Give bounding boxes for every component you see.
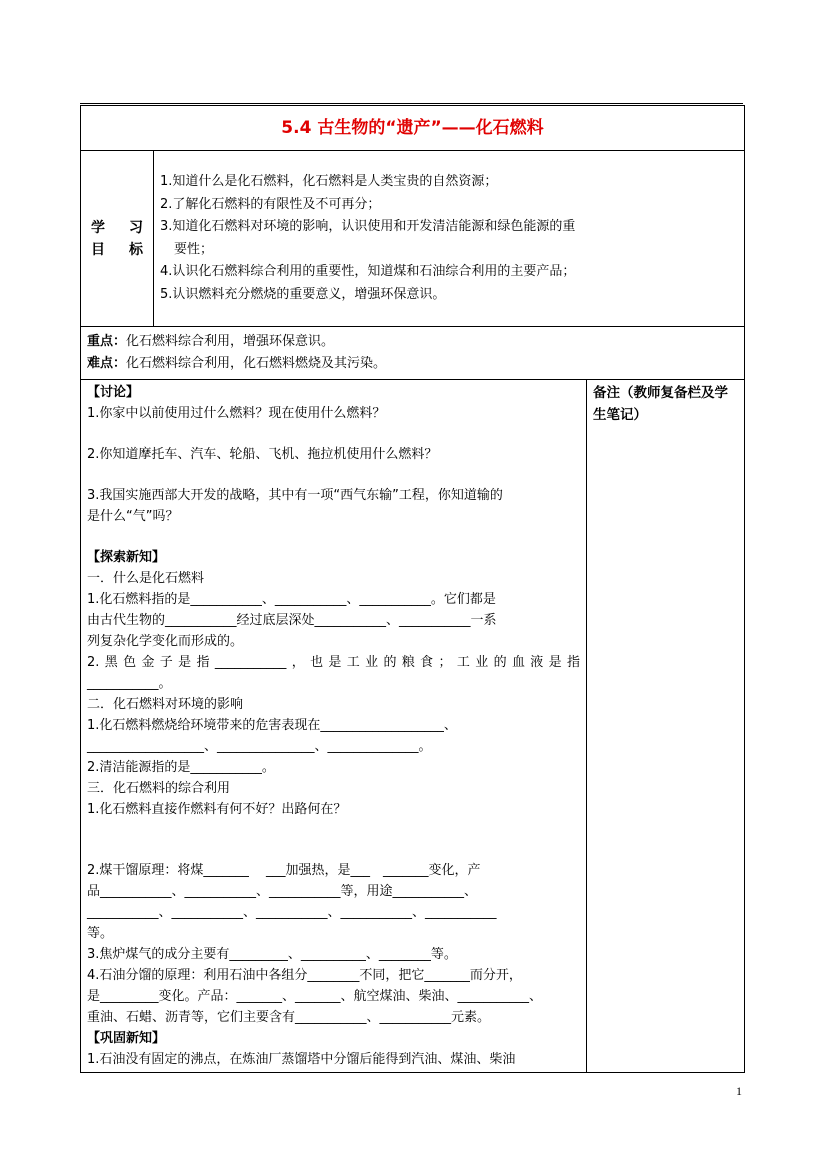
fill-line: 2.黑色金子是指___________，也是工业的粮食；工业的血液是指 — [87, 655, 580, 670]
objective-item: 2.了解化石燃料的有限性及不可再分； — [160, 196, 381, 212]
objective-item: 5.认识燃料充分燃烧的重要意义，增强环保意识。 — [160, 286, 446, 302]
fill-line: 1.化石燃料指的是___________、___________、___________。它们都是 — [87, 592, 496, 607]
objective-item: 要性； — [174, 241, 214, 257]
key-point-label: 重点： — [87, 334, 127, 349]
label-char: 标 — [129, 241, 143, 258]
header-rule — [80, 103, 743, 104]
objective-item: 1.知道什么是化石燃料，化石燃料是人类宝贵的自然资源； — [160, 174, 498, 189]
label-char: 学 — [91, 219, 105, 236]
subsection-heading: 二．化石燃料对环境的影响 — [87, 697, 244, 712]
question: 1.你家中以前使用过什么燃料？现在使用什么燃料？ — [87, 406, 386, 421]
fill-line: 等。 — [87, 926, 114, 941]
difficulty-label: 难点： — [87, 356, 127, 371]
main-content — [81, 380, 587, 1073]
difficulty-text: 化石燃料综合利用，化石燃料燃烧及其污染。 — [126, 356, 387, 371]
objectives-list — [154, 151, 745, 327]
objectives-label — [81, 151, 154, 327]
notes-column — [587, 380, 745, 1073]
fill-line: 3.焦炉煤气的成分主要有_________、__________、________等。 — [87, 947, 457, 962]
title-cell — [81, 106, 745, 151]
fill-line: 由古代生物的___________经过底层深处___________、___________一系 — [87, 613, 497, 628]
section-heading: 【探索新知】 — [87, 550, 166, 565]
key-points — [81, 327, 745, 380]
label-char: 目 — [91, 241, 105, 258]
key-point-text: 化石燃料综合利用，增强环保意识。 — [126, 334, 335, 349]
question: 3.我国实施西部大开发的战略，其中有一项“西气东输”工程，你知道输的 — [87, 488, 503, 503]
fill-line: ___________。 — [87, 676, 172, 691]
objective-item: 3.知道化石燃料对环境的影响，认识使用和开发清洁能源和绿色能源的重 — [160, 219, 576, 234]
section-heading: 【讨论】 — [87, 385, 140, 400]
question: 2.你知道摩托车、汽车、轮船、飞机、拖拉机使用什么燃料？ — [87, 447, 438, 462]
exercise: 1.石油没有固定的沸点，在炼油厂蒸馏塔中分馏后能得到汽油、煤油、柴油 — [87, 1052, 516, 1067]
fill-line: 是_________变化。产品：_______、_______、航空煤油、柴油、___________、 — [87, 989, 543, 1004]
fill-line: ___________、___________、___________、___________、___________ — [87, 905, 497, 920]
fill-line: 1.化石燃料燃烧给环境带来的危害表现在___________________、 — [87, 718, 457, 733]
page-number: 1 — [736, 1084, 742, 1098]
subsection-heading: 三．化石燃料的综合利用 — [87, 781, 231, 796]
question: 1.化石燃料直接作燃料有何不好？出路何在？ — [87, 802, 347, 817]
fill-line: __________________、_______________、______________。 — [87, 739, 432, 754]
lesson-table — [80, 105, 745, 1073]
question: 是什么“气”吗？ — [87, 509, 179, 524]
objective-item: 4.认识化石燃料综合利用的重要性，知道煤和石油综合利用的主要产品； — [160, 264, 576, 279]
label-char: 习 — [129, 219, 143, 236]
fill-line: 2.清洁能源指的是___________。 — [87, 760, 275, 775]
fill-line: 4.石油分馏的原理：利用石油中各组分________不同，把它_______而分开， — [87, 968, 522, 983]
fill-line: 品___________、___________、___________等，用途___________、 — [87, 884, 478, 899]
subsection-heading: 一．什么是化石燃料 — [87, 571, 205, 586]
fill-line: 重油、石蜡、沥青等，它们主要含有___________、___________元素。 — [87, 1010, 491, 1025]
page-title: 5.4 古生物的“遗产”——化石燃料 — [281, 118, 544, 138]
section-heading: 【巩固新知】 — [87, 1031, 166, 1046]
fill-line: 2.煤干馏原理：将煤_______ ___加强热，是___ _______变化，产 — [87, 863, 481, 878]
notes-heading: 备注（教师复备栏及学生笔记） — [593, 385, 728, 423]
fill-line: 列复杂化学变化而形成的。 — [87, 634, 244, 649]
